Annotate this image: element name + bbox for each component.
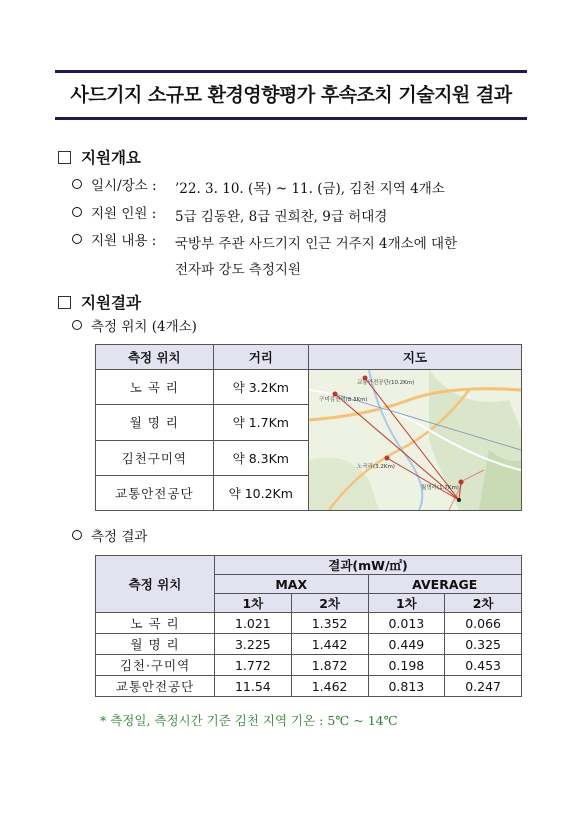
square-bullet-icon	[58, 296, 71, 309]
col-header-location: 측정 위치	[96, 345, 214, 370]
result-value: 0.325	[445, 634, 522, 655]
table-row	[96, 655, 522, 676]
sub-result-heading	[72, 528, 147, 546]
map-label-wolmyeong: 월명리(1.7Km)	[421, 485, 459, 491]
location-name: 월 명 리	[96, 405, 214, 440]
result-location: 김천·구미역	[96, 655, 215, 676]
col-header-map: 지도	[309, 345, 522, 370]
overview-item-content	[72, 232, 156, 250]
circle-bullet-icon	[72, 179, 82, 189]
result-value: 0.198	[368, 655, 445, 676]
page-title: 사드기지 소규모 환경영향평가 후속조치 기술지원 결과	[70, 84, 512, 106]
title-bottom-rule	[55, 117, 527, 120]
result-value: 1.872	[291, 655, 368, 676]
location-table	[95, 344, 522, 511]
location-distance: 약 3.2Km	[213, 370, 308, 405]
result-value: 1.772	[215, 655, 292, 676]
item-label: 일시/장소 :	[91, 178, 157, 194]
map-label-station: 구미김천역(8.3Km)	[319, 397, 368, 403]
result-value: 0.813	[368, 676, 445, 697]
result-value: 0.449	[368, 634, 445, 655]
result-value: 0.066	[445, 613, 522, 634]
location-name: 노 곡 리	[96, 370, 214, 405]
col-header-average: AVERAGE	[368, 575, 522, 594]
table-row	[96, 634, 522, 655]
result-value: 1.442	[291, 634, 368, 655]
circle-bullet-icon	[72, 320, 82, 330]
item-label: 지원 내용 :	[91, 233, 157, 249]
col-header-max-2: 2차	[291, 594, 368, 613]
col-header-avg-2: 2차	[445, 594, 522, 613]
section-results-heading	[58, 291, 141, 313]
location-map	[309, 370, 521, 510]
section-overview-heading	[58, 146, 141, 168]
section-overview-label: 지원개요	[81, 149, 141, 167]
overview-item-staff	[72, 205, 156, 223]
result-value: 0.247	[445, 676, 522, 697]
col-header-max-1: 1차	[215, 594, 292, 613]
item-text: 국방부 주관 사드기지 인근 거주지 4개소에 대한	[175, 236, 458, 252]
sub-result-label: 측정 결과	[91, 529, 148, 545]
square-bullet-icon	[58, 151, 71, 164]
table-row	[96, 676, 522, 697]
location-name: 김천구미역	[96, 440, 214, 475]
map-label-nogok: 노곡리(3.2Km)	[357, 464, 395, 470]
col-header-result: 결과(mW/㎡)	[215, 556, 522, 575]
location-distance: 약 8.3Km	[213, 440, 308, 475]
result-value: 1.462	[291, 676, 368, 697]
circle-bullet-icon	[72, 530, 82, 540]
result-value: 0.013	[368, 613, 445, 634]
location-distance: 약 10.2Km	[213, 475, 308, 510]
result-value: 0.453	[445, 655, 522, 676]
temperature-note: * 측정일, 측정시간 기준 김천 지역 기온 : 5℃ ~ 14℃	[100, 713, 398, 728]
col-header-distance: 거리	[213, 345, 308, 370]
table-row	[96, 613, 522, 634]
item-text-continued: 전자파 강도 측정지원	[175, 262, 301, 278]
item-text: ’22. 3. 10. (목) ~ 11. (금), 김천 지역 4개소	[175, 181, 445, 197]
sub-location-label: 측정 위치 (4개소)	[91, 319, 197, 335]
result-value: 11.54	[215, 676, 292, 697]
result-location: 노 곡 리	[96, 613, 215, 634]
result-value: 1.352	[291, 613, 368, 634]
map-cell	[309, 370, 522, 511]
result-location: 월 명 리	[96, 634, 215, 655]
location-name: 교통안전공단	[96, 475, 214, 510]
item-label: 지원 인원 :	[91, 206, 157, 222]
circle-bullet-icon	[72, 234, 82, 244]
map-label-kotsa: 교통안전공단(10.2Km)	[357, 380, 415, 386]
result-table	[95, 555, 522, 697]
location-distance: 약 1.7Km	[213, 405, 308, 440]
result-value: 1.021	[215, 613, 292, 634]
col-header-max: MAX	[215, 575, 369, 594]
item-text: 5급 김동완, 8급 권희찬, 9급 허대경	[175, 209, 388, 225]
col-header-avg-1: 1차	[368, 594, 445, 613]
section-results-label: 지원결과	[81, 294, 141, 312]
circle-bullet-icon	[72, 207, 82, 217]
overview-item-schedule	[72, 177, 157, 195]
col-header-location: 측정 위치	[96, 556, 215, 613]
result-location: 교통안전공단	[96, 676, 215, 697]
table-row	[96, 370, 522, 405]
title-top-rule	[55, 70, 527, 73]
sub-location-heading	[72, 318, 197, 336]
result-value: 3.225	[215, 634, 292, 655]
